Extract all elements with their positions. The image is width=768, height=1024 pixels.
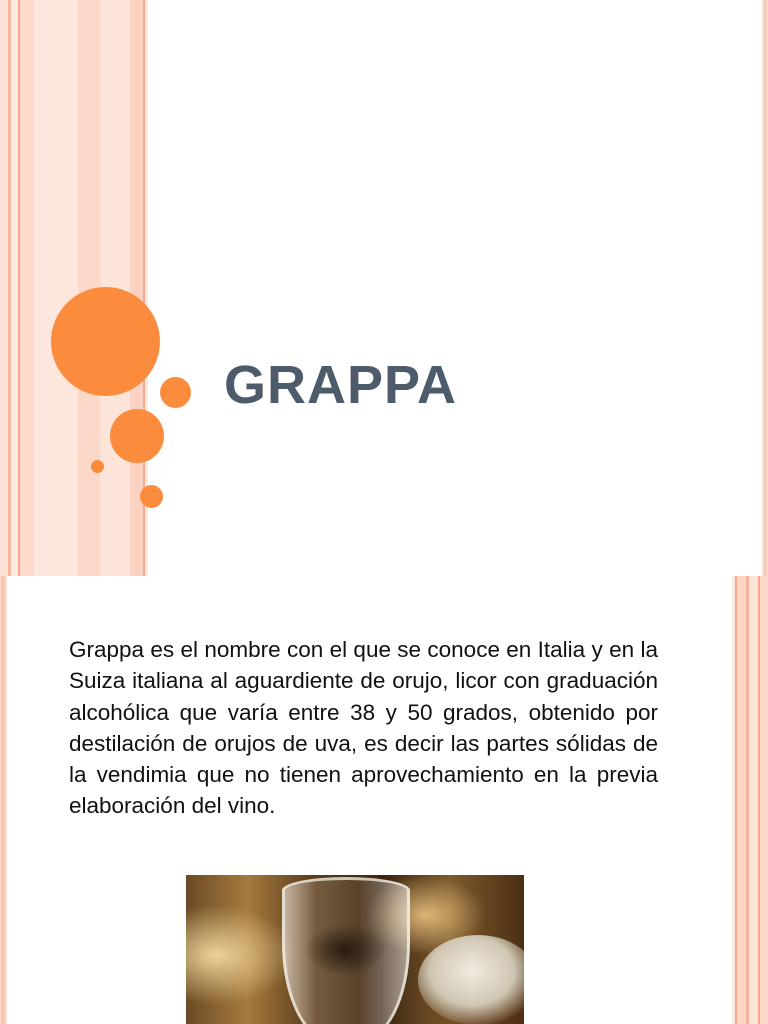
decorative-circle-large (51, 287, 160, 396)
decorative-edge-line (0, 576, 7, 1024)
content-slide (0, 576, 768, 1024)
slide-title: GRAPPA (224, 355, 458, 415)
body-paragraph: Grappa es el nombre con el que se conoce en Italia y en la Suiza italiana al aguardiente de orujo, licor con graduación alcohólica que varía entre 38 y 50 grados, obtenido por destilación de orujos de uva, es decir las partes sólidas de la vendimia que no tienen aprovechamiento en la previa elaboración del vino. (69, 637, 658, 819)
decorative-edge-line (762, 0, 768, 576)
decorative-circle-medium (110, 409, 164, 463)
grappa-glass-photo (186, 875, 524, 1024)
decorative-circle-tiny (91, 460, 104, 473)
decorative-circle-small (140, 485, 163, 508)
photo-plate (418, 935, 524, 1024)
decorative-circle-small (160, 377, 191, 408)
decorative-stripe-band (0, 0, 148, 576)
photo-glass (282, 877, 410, 1024)
decorative-stripe-band (732, 576, 768, 1024)
